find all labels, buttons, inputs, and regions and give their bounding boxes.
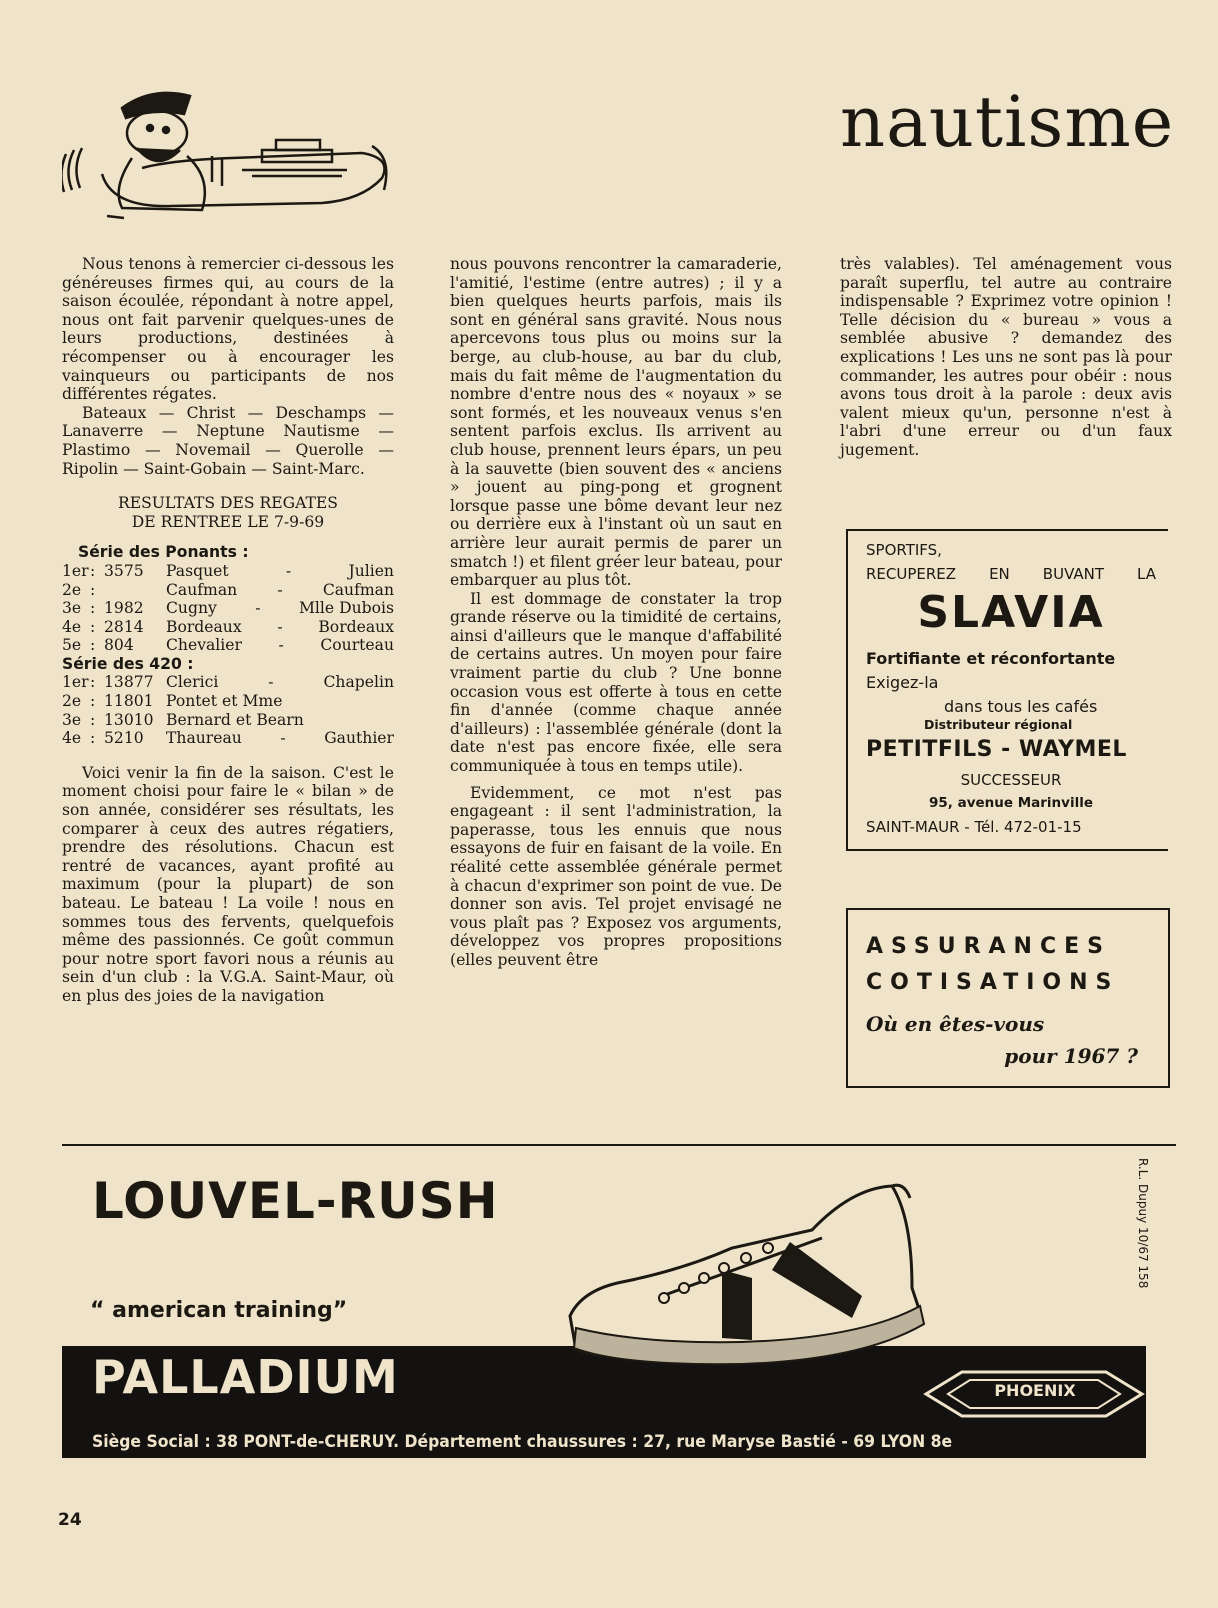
ad-line: RECUPEREZ EN BUVANT LA xyxy=(866,565,1156,583)
ad-line: Exigez-la xyxy=(866,673,939,692)
regatta-results xyxy=(62,543,394,748)
ad-tagline: Fortifiante et réconfortante xyxy=(866,649,1116,668)
series-title: Série des 420 : xyxy=(62,654,194,673)
result-row: 2e : 11801 Pontet et Mme xyxy=(62,692,283,711)
skipper-name: Bordeaux xyxy=(166,617,242,636)
crew-name: Caufman xyxy=(322,580,394,599)
ad-line: SUCCESSEUR xyxy=(960,771,1062,789)
result-row: 1er : 13877 Clerici - Chapelin xyxy=(62,673,394,692)
crew-name: Mlle Dubois xyxy=(298,599,394,618)
article-column-2 xyxy=(450,255,782,970)
phoenix-logo-text: PHOENIX xyxy=(994,1381,1076,1400)
ad-line: SPORTIFS, xyxy=(866,541,942,559)
boat-number: 5210 xyxy=(104,729,144,748)
crew-name: Courteau xyxy=(320,636,394,655)
skipper-name: Cugny xyxy=(166,599,217,618)
intro-paragraph: Nous tenons à remercier ci-dessous les généreuses firmes qui, au cours de la saison écoulée, répondant à notre appel, nous ont fait parvenir quelques-unes de leurs productions, destinées à récompenser ou à encourager les vainqueurs ou participants de nos différentes régates. xyxy=(62,255,394,404)
boat-number xyxy=(104,581,166,600)
skipper-name: Thaureau xyxy=(166,729,242,748)
result-row: 4e : 5210 Thaureau - Gauthier xyxy=(62,729,394,748)
section-title: nautisme xyxy=(840,81,1175,163)
company-address: Siège Social : 38 PONT-de-CHERUY. Département chaussures : 27, rue Maryse Bastié - 69 LYON 8e xyxy=(92,1432,953,1452)
boat-number: 3575 xyxy=(104,561,144,580)
slavia-advertisement xyxy=(846,529,1165,851)
boat-number: 1982 xyxy=(104,599,144,618)
result-rank: 1er xyxy=(62,561,89,580)
distributor-name: PETITFILS - WAYMEL xyxy=(866,737,1127,762)
notice-line: COTISATIONS xyxy=(866,970,1120,995)
paragraph: Evidemment, ce mot n'est pas engageant : il sent l'administration, la paperasse, tous les ennuis que nous essayons de fuir en faisant de la voile. En réalité cette assemblée générale permet à chacun d'exprimer son point de vue. De donner son avis. Tel projet envisagé ne vous plaît pas ? Exposez vos arguments, développez vos propres propositions (elles peuvent être xyxy=(450,783,782,969)
ad-address: 95, avenue Marinville xyxy=(928,795,1094,811)
page-number: 24 xyxy=(58,1510,82,1530)
palladium-brand: PALLADIUM xyxy=(92,1350,399,1404)
notice-question: pour 1967 ? xyxy=(1004,1044,1138,1068)
result-row: 3e : 13010 Bernard et Bearn xyxy=(62,710,304,729)
skipper-name: Clerici xyxy=(166,673,219,692)
ad-line: dans tous les cafés xyxy=(944,697,1098,716)
slavia-brand: SLAVIA xyxy=(917,587,1105,638)
skipper-name: Pasquet xyxy=(166,561,229,580)
results-title-line2: DE RENTREE LE 7-9-69 xyxy=(131,512,325,531)
result-rank: 4e xyxy=(62,729,82,748)
result-row: 4e : 2814 Bordeaux - Bordeaux xyxy=(62,617,394,636)
result-rank: 1er xyxy=(62,673,89,692)
paragraph: nous pouvons rencontrer la camaraderie, l'amitié, l'estime (entre autres) ; il y a bien quelques heurts parfois, mais ils sont en général sans gravité. Nous nous apercevons tous plus ou moins sur la berge, au club-house, au bar du club, mais du fait même de l'augmentation du nombre d'entre nous des « noyaux » se sont formés, et les nouveaux venus s'en sentent parfois exclus. Ils arrivent au club house, prennent leurs épars, un peu à la sauvette (bien souvent des « anciens » jouent au ping-pong et grognent lorsque passe une bôme devant leur nez ou derrière eux à l'instant où un saut en arrière leur aurait permis de parer un smatch !) et filent gréer leur bateau, pour embarquer au plus tôt. xyxy=(450,255,782,590)
sponsors-paragraph: Bateaux — Christ — Deschamps — Lanaverre — Neptune Nautisme — Plastimo — Novemail — Querolle — Ripolin — Saint-Gobain — Saint-Marc. xyxy=(62,403,394,478)
ad-line: Distributeur régional xyxy=(924,717,1073,732)
results-title-line1: RESULTATS DES REGATES xyxy=(117,494,338,513)
series-title: Série des Ponants : xyxy=(78,543,249,562)
sneaker-illustration xyxy=(562,1178,962,1368)
result-row: 2e : Caufman - Caufman xyxy=(62,580,394,599)
crew-name: Bordeaux xyxy=(318,617,394,636)
article-column-3 xyxy=(840,255,1172,460)
paragraph: très valables). Tel aménagement vous paraît superflu, tel autre au contraire indispensable ? Exprimez votre opinion ! Telle décision du « bureau » vous a semblée abusive ? demandez des explications ! Les uns ne sont pas là pour commander, les autres pour obéir : nous avons tous droit à la parole : deux avis valent mieux qu'un, personne n'est à l'abri d'une erreur ou d'un faux jugement. xyxy=(840,255,1172,459)
ad-phone: SAINT-MAUR - Tél. 472-01-15 xyxy=(866,818,1082,836)
article-column-1 xyxy=(62,255,394,1006)
skipper-name: Chevalier xyxy=(166,636,242,655)
notice-question: Où en êtes-vous xyxy=(866,1012,1045,1036)
sailor-mascot-illustration xyxy=(62,78,400,224)
louvel-brand: LOUVEL-RUSH xyxy=(92,1172,499,1230)
boat-number: 13010 xyxy=(104,710,154,729)
result-rank: 2e xyxy=(62,580,82,599)
assurances-notice xyxy=(846,908,1170,1088)
result-rank: 3e xyxy=(62,599,82,618)
boat-number: 804 xyxy=(104,636,134,655)
crew-name: Gauthier xyxy=(324,729,394,748)
boat-number: 13877 xyxy=(104,673,154,692)
result-rank: 4e xyxy=(62,617,82,636)
closing-paragraph: Voici venir la fin de la saison. C'est le moment choisi pour faire le « bilan » de son année, considérer ses résultats, les comparer à ceux des autres régatiers, prendre des résolutions. Chacun est rentré de vacances, ayant profité au maximum (pour la plupart) de son bateau. Le bateau ! La voile ! nous en sommes tous des fervents, quelquefois même des passionnés. Ce goût commun pour notre sport favori nous a réunis au sein d'un club : la V.G.A. Saint-Maur, où en plus des joies de la navigation xyxy=(62,763,394,1005)
skipper-name: Bernard et Bearn xyxy=(166,710,304,729)
skipper-name: Caufman xyxy=(166,580,238,599)
result-row: 1er : 3575 Pasquet - Julien xyxy=(62,561,394,580)
paragraph: Il est dommage de constater la trop grande réserve ou la timidité de certains, ainsi d'ailleurs que le manque d'affabilité de certains autres. Un moyen pour faire vraiment partie du club ? Une bonne occasion vous est offerte à tous en cette fin d'année (comme chaque année d'ailleurs) : l'assemblée générale (dont la date n'est pas encore fixée, elle sera communiquée à tous en temps utile). xyxy=(450,589,782,776)
result-row: 3e : 1982 Cugny - Mlle Dubois xyxy=(62,599,394,618)
notice-line: ASSURANCES xyxy=(866,934,1111,959)
boat-number: 2814 xyxy=(104,617,144,636)
result-rank: 5e xyxy=(62,636,82,655)
result-rank: 2e xyxy=(62,692,82,711)
skipper-name: Pontet et Mme xyxy=(166,692,283,711)
louvel-slogan: “ american training” xyxy=(90,1298,348,1323)
crew-name: Julien xyxy=(348,561,394,580)
ad-credit: R.L. Dupuy 10/67 158 xyxy=(1136,1158,1150,1289)
crew-name: Chapelin xyxy=(323,673,394,692)
result-rank: 3e xyxy=(62,710,82,729)
result-row: 5e : 804 Chevalier - Courteau xyxy=(62,636,394,655)
boat-number: 11801 xyxy=(104,692,154,711)
